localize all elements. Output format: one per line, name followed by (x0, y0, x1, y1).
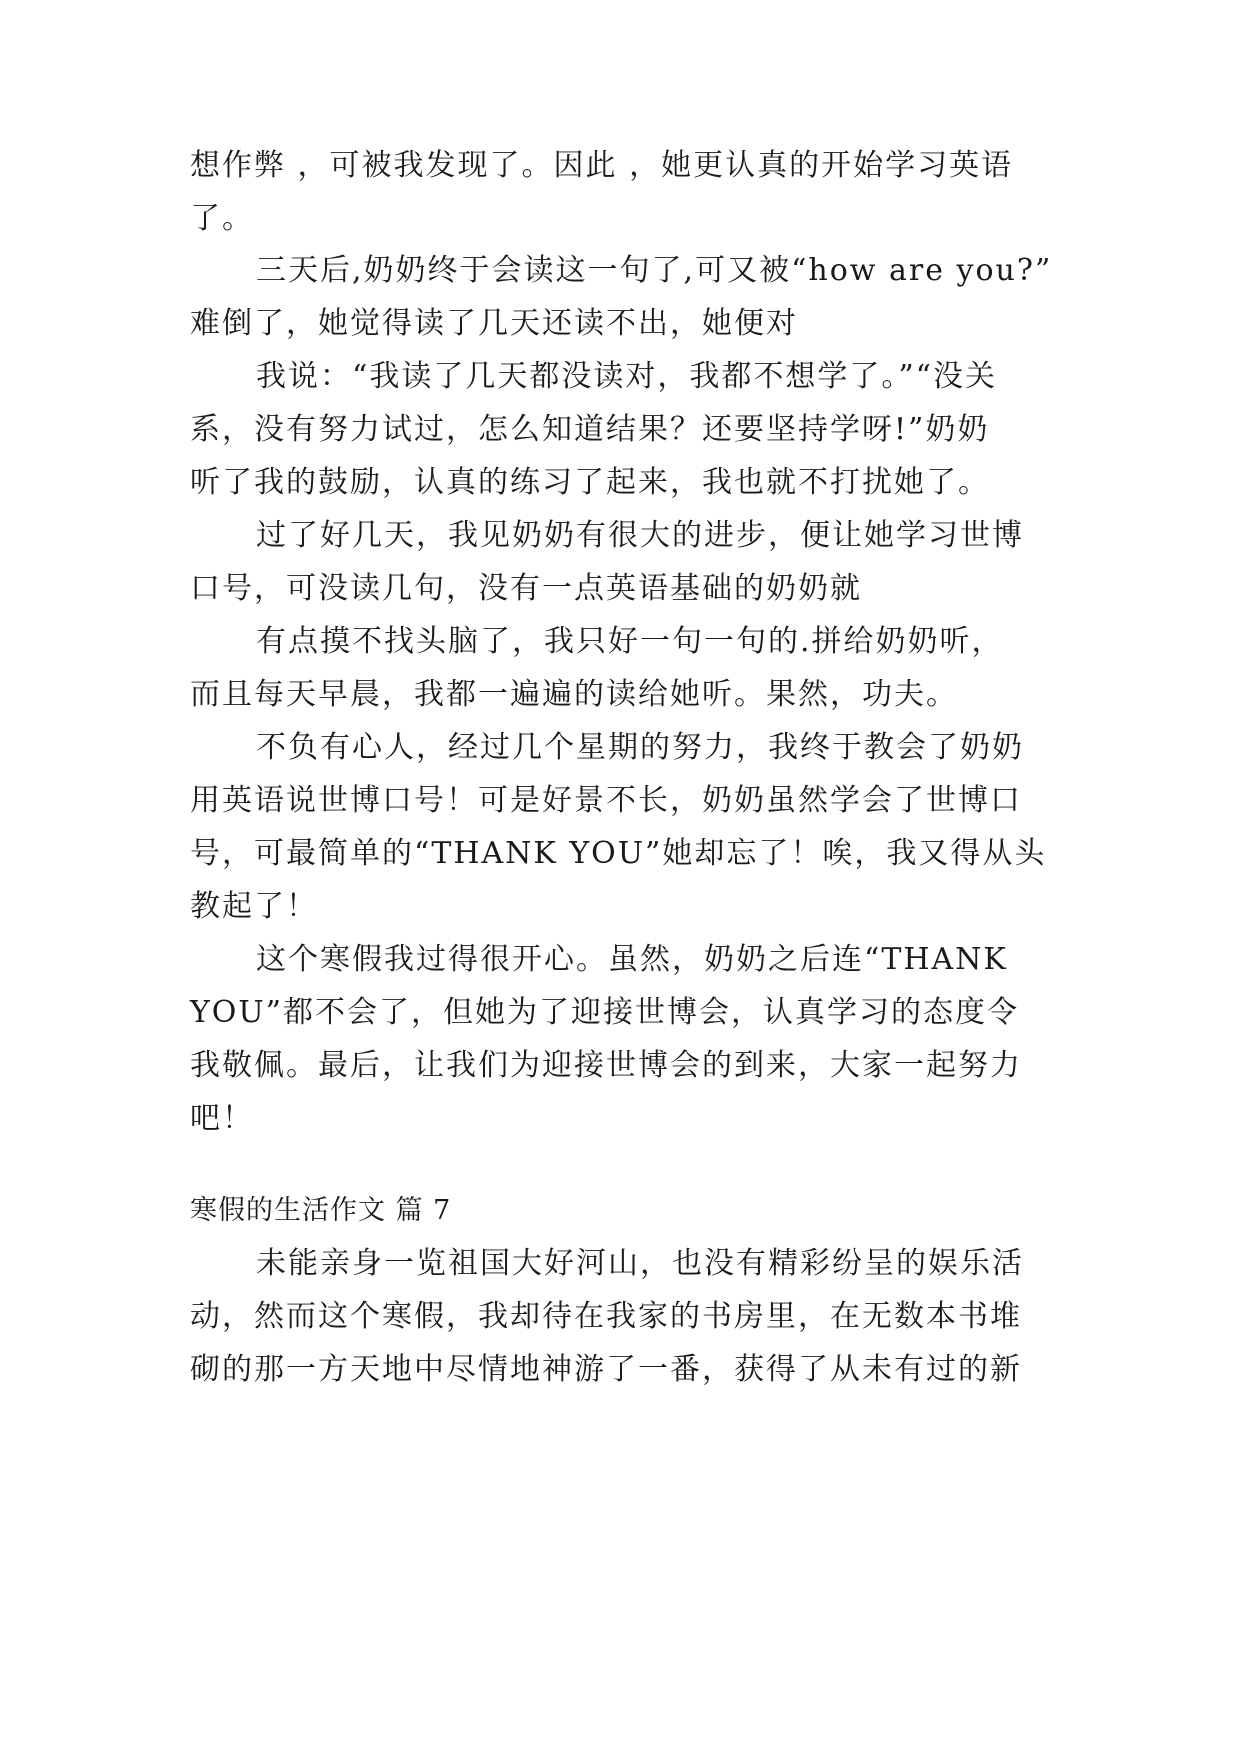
text-line: 我说：“我读了几天都没读对，我都不想学了。”“没关 (256, 359, 998, 394)
text-line: 动，然而这个寒假，我却待在我家的书房里，在无数本书堆 (190, 1299, 1022, 1334)
text-line: 想作弊 ，可被我发现了。因此 ，她更认真的开始学习英语 (190, 148, 1014, 183)
text-line: 三天后,奶奶终于会读这一句了,可又被“how are you?” (256, 253, 1053, 288)
text-line: 而且每天早晨，我都一遍遍的读给她听。果然，功夫。 (190, 677, 958, 712)
text-line: 口号，可没读几句，没有一点英语基础的奶奶就 (190, 571, 862, 606)
text-line: 砌的那一方天地中尽情地神游了一番，获得了从未有过的新 (190, 1352, 1022, 1387)
text-line: 过了好几天，我见奶奶有很大的进步，便让她学习世博 (256, 518, 1024, 553)
text-line: 我敬佩。最后，让我们为迎接世博会的到来，大家一起努力 (190, 1048, 1022, 1083)
text-line: 了。 (190, 201, 254, 236)
section-heading: 寒假的生活作文 篇 7 (190, 1195, 452, 1226)
text-line: 教起了！ (190, 889, 318, 924)
text-line: 未能亲身一览祖国大好河山，也没有精彩纷呈的娱乐活 (256, 1246, 1024, 1281)
text-line: YOU”都不会了，但她为了迎接世博会，认真学习的态度令 (190, 995, 1020, 1030)
text-line: 这个寒假我过得很开心。虽然，奶奶之后连“THANK (256, 942, 1008, 977)
text-line: 听了我的鼓励，认真的练习了起来，我也就不打扰她了。 (190, 465, 990, 500)
text-line: 号，可最简单的“THANK YOU”她却忘了！唉，我又得从头 (190, 836, 1047, 871)
text-line: 不负有心人，经过几个星期的努力，我终于教会了奶奶 (256, 730, 1024, 765)
text-line: 难倒了，她觉得读了几天还读不出，她便对 (190, 306, 798, 341)
text-line: 吧！ (190, 1101, 254, 1136)
text-line: 系，没有努力试过，怎么知道结果？还要坚持学呀!”奶奶 (190, 412, 990, 447)
text-line: 用英语说世博口号！可是好景不长，奶奶虽然学会了世博口 (190, 783, 1022, 818)
text-line: 有点摸不找头脑了，我只好一句一句的.拼给奶奶听， (256, 624, 1004, 659)
